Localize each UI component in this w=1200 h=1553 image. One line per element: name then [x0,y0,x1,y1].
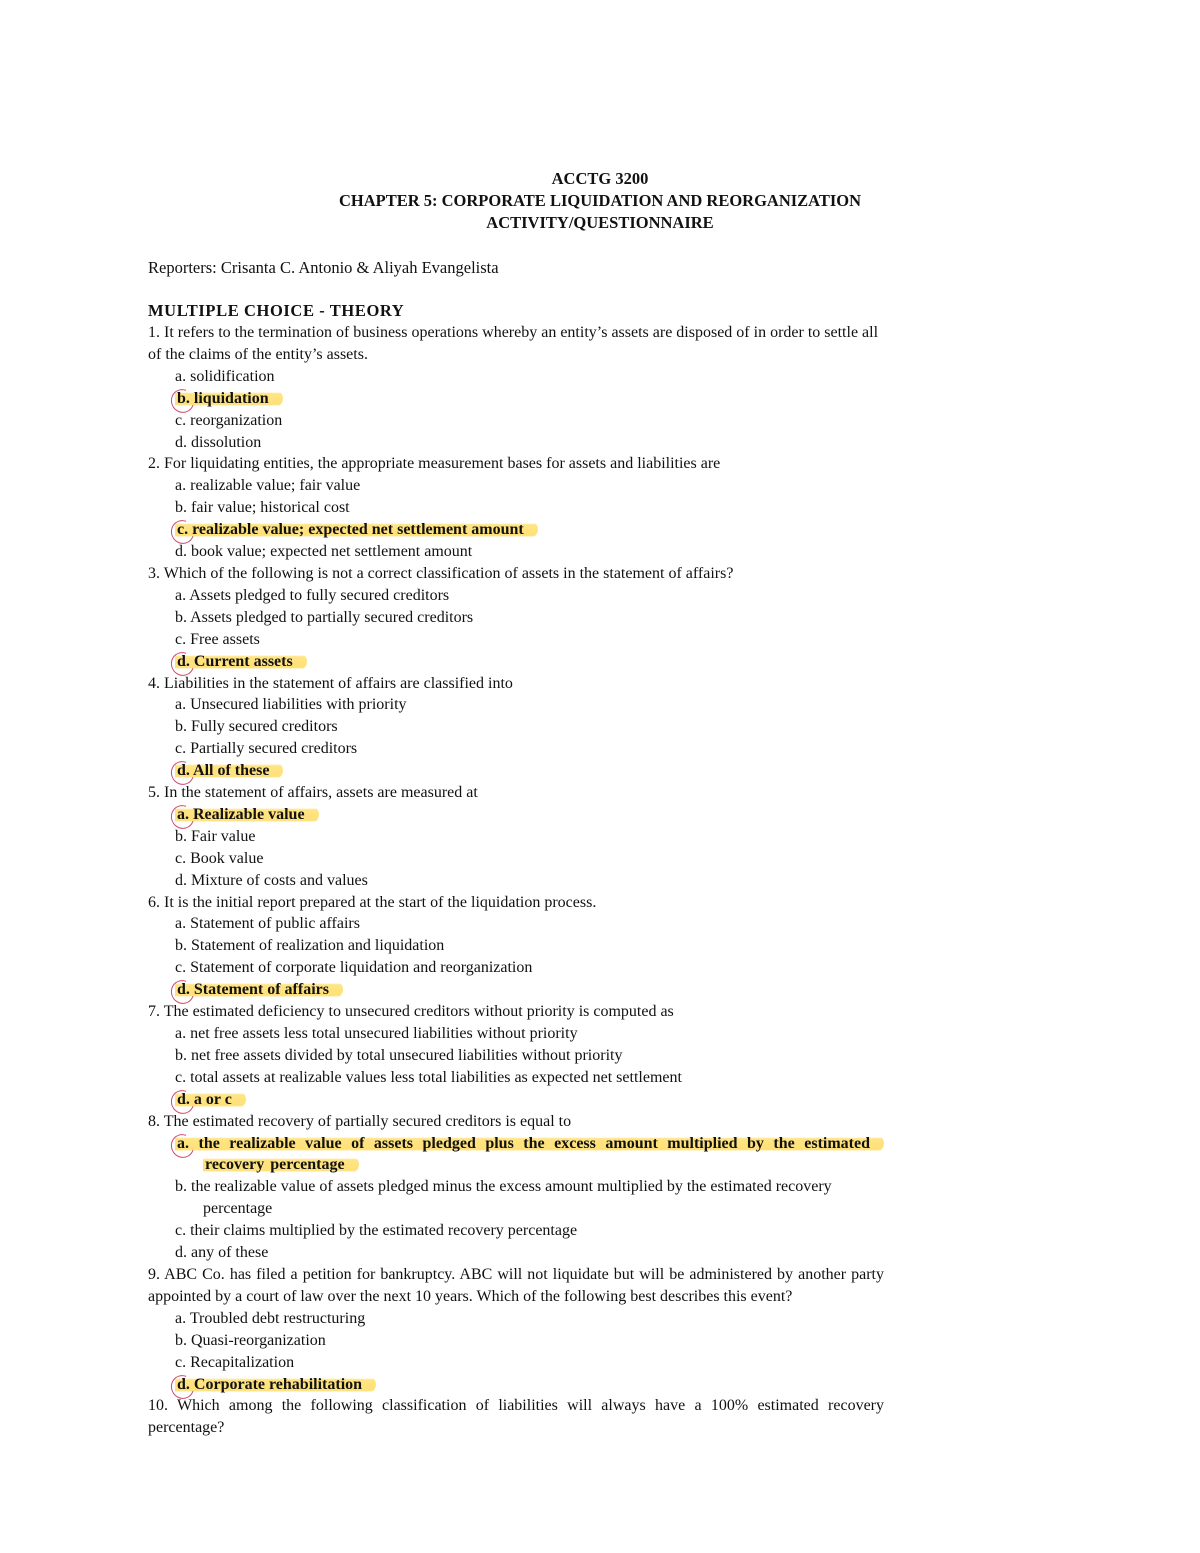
option-8d: d. any of these [175,1244,269,1262]
answer-highlight: c. realizable value; expected net settlement amount [175,521,538,538]
option-7d-answer [175,1089,884,1111]
answer-letter: a. [177,806,189,823]
document-header [0,168,1200,234]
option-7b: b. net free assets divided by total unsecured liabilities without priority [175,1046,623,1064]
option-5b: b. Fair value [175,827,256,845]
question-3-text: 3. Which of the following is not a correct classification of assets in the statement of affairs? [148,564,734,582]
option-8b: b. the realizable value of assets pledged minus the excess amount multiplied by the estimated recovery percentage [175,1178,832,1218]
answer-highlight: b. liquidation [175,390,283,407]
answer-letter: b. [177,390,190,407]
option-8c: c. their claims multiplied by the estimated recovery percentage [175,1222,578,1240]
option-5d: d. Mixture of costs and values [175,871,368,889]
question-7-text: 7. The estimated deficiency to unsecured creditors without priority is computed as [148,1003,674,1021]
answer-highlight: a. Realizable value [175,806,319,823]
option-2d: d. book value; expected net settlement amount [175,543,473,561]
question-9-text: 9. ABC Co. has filed a petition for bankruptcy. ABC will not liquidate but will be administered by another party appointed by a court of law over the next 10 years. Which of the following best describes this event? [148,1265,884,1305]
option-1c: c. reorganization [175,411,283,429]
option-3c: c. Free assets [175,630,260,648]
question-10-text: 10. Which among the following classification of liabilities will always have a 100% estimated recovery percentage? [148,1397,884,1437]
option-6d-answer [175,979,884,1001]
answer-highlight: a. the realizable value of assets pledged plus the excess amount multiplied by the estimated recovery percentage [175,1135,884,1174]
option-6b: b. Statement of realization and liquidation [175,937,445,955]
option-1a: a. solidification [175,367,275,385]
chapter-title: CHAPTER 5: CORPORATE LIQUIDATION AND REORGANIZATION [338,191,862,210]
option-1b-answer [175,388,884,410]
option-8a-answer [175,1133,884,1177]
question-5-text: 5. In the statement of affairs, assets are measured at [148,784,478,802]
question-4-text: 4. Liabilities in the statement of affairs are classified into [148,674,513,692]
option-2a: a. realizable value; fair value [175,477,361,495]
activity-title: ACTIVITY/QUESTIONNAIRE [486,213,714,232]
question-6-text: 6. It is the initial report prepared at the start of the liquidation process. [148,893,597,911]
option-9a: a. Troubled debt restructuring [175,1309,366,1327]
answer-letter: d. [177,653,190,670]
option-3b: b. Assets pledged to partially secured creditors [175,608,474,626]
question-2-text: 2. For liquidating entities, the appropriate measurement bases for assets and liabilities are [148,455,721,473]
question-1-text: 1. It refers to the termination of business operations whereby an entity’s assets are disposed of in order to settle all of the claims of the entity’s assets. [148,324,879,363]
answer-highlight: d. a or c [175,1091,246,1108]
option-9c: c. Recapitalization [175,1353,295,1371]
question-8-text: 8. The estimated recovery of partially secured creditors is equal to [148,1112,572,1130]
option-6c: c. Statement of corporate liquidation and reorganization [175,959,533,977]
answer-highlight: d. Statement of affairs [175,981,343,998]
option-4d-answer [175,760,884,782]
option-1d: d. dissolution [175,433,262,451]
option-9d-answer [175,1374,884,1396]
question-list [148,322,884,1439]
answer-letter: d. [177,762,190,779]
answer-letter: d. [177,1091,190,1108]
section-title: MULTIPLE CHOICE - THEORY [148,301,405,320]
course-code: ACCTG 3200 [551,169,649,188]
option-5a-answer [175,804,884,826]
option-9b: b. Quasi-reorganization [175,1331,326,1349]
answer-highlight: d. Current assets [175,653,307,670]
answer-letter: c. [177,521,188,538]
answer-letter: a. [177,1135,189,1152]
option-7c: c. total assets at realizable values less total liabilities as expected net settlement [175,1068,682,1086]
answer-highlight: d. All of these [175,762,283,779]
option-4a: a. Unsecured liabilities with priority [175,696,407,714]
answer-letter: d. [177,1376,190,1393]
answer-letter: d. [177,981,190,998]
option-4c: c. Partially secured creditors [175,740,358,758]
answer-highlight: d. Corporate rehabilitation [175,1376,376,1393]
option-7a: a. net free assets less total unsecured liabilities without priority [175,1025,578,1042]
option-6a: a. Statement of public affairs [175,915,360,933]
reporters-line: Reporters: Crisanta C. Antonio & Aliyah Evangelista [148,258,499,277]
option-3a: a. Assets pledged to fully secured creditors [175,586,450,604]
option-2c-answer [175,519,884,541]
option-5c: c. Book value [175,849,264,867]
option-3d-answer [175,651,884,673]
option-2b: b. fair value; historical cost [175,499,350,517]
option-4b: b. Fully secured creditors [175,718,338,736]
